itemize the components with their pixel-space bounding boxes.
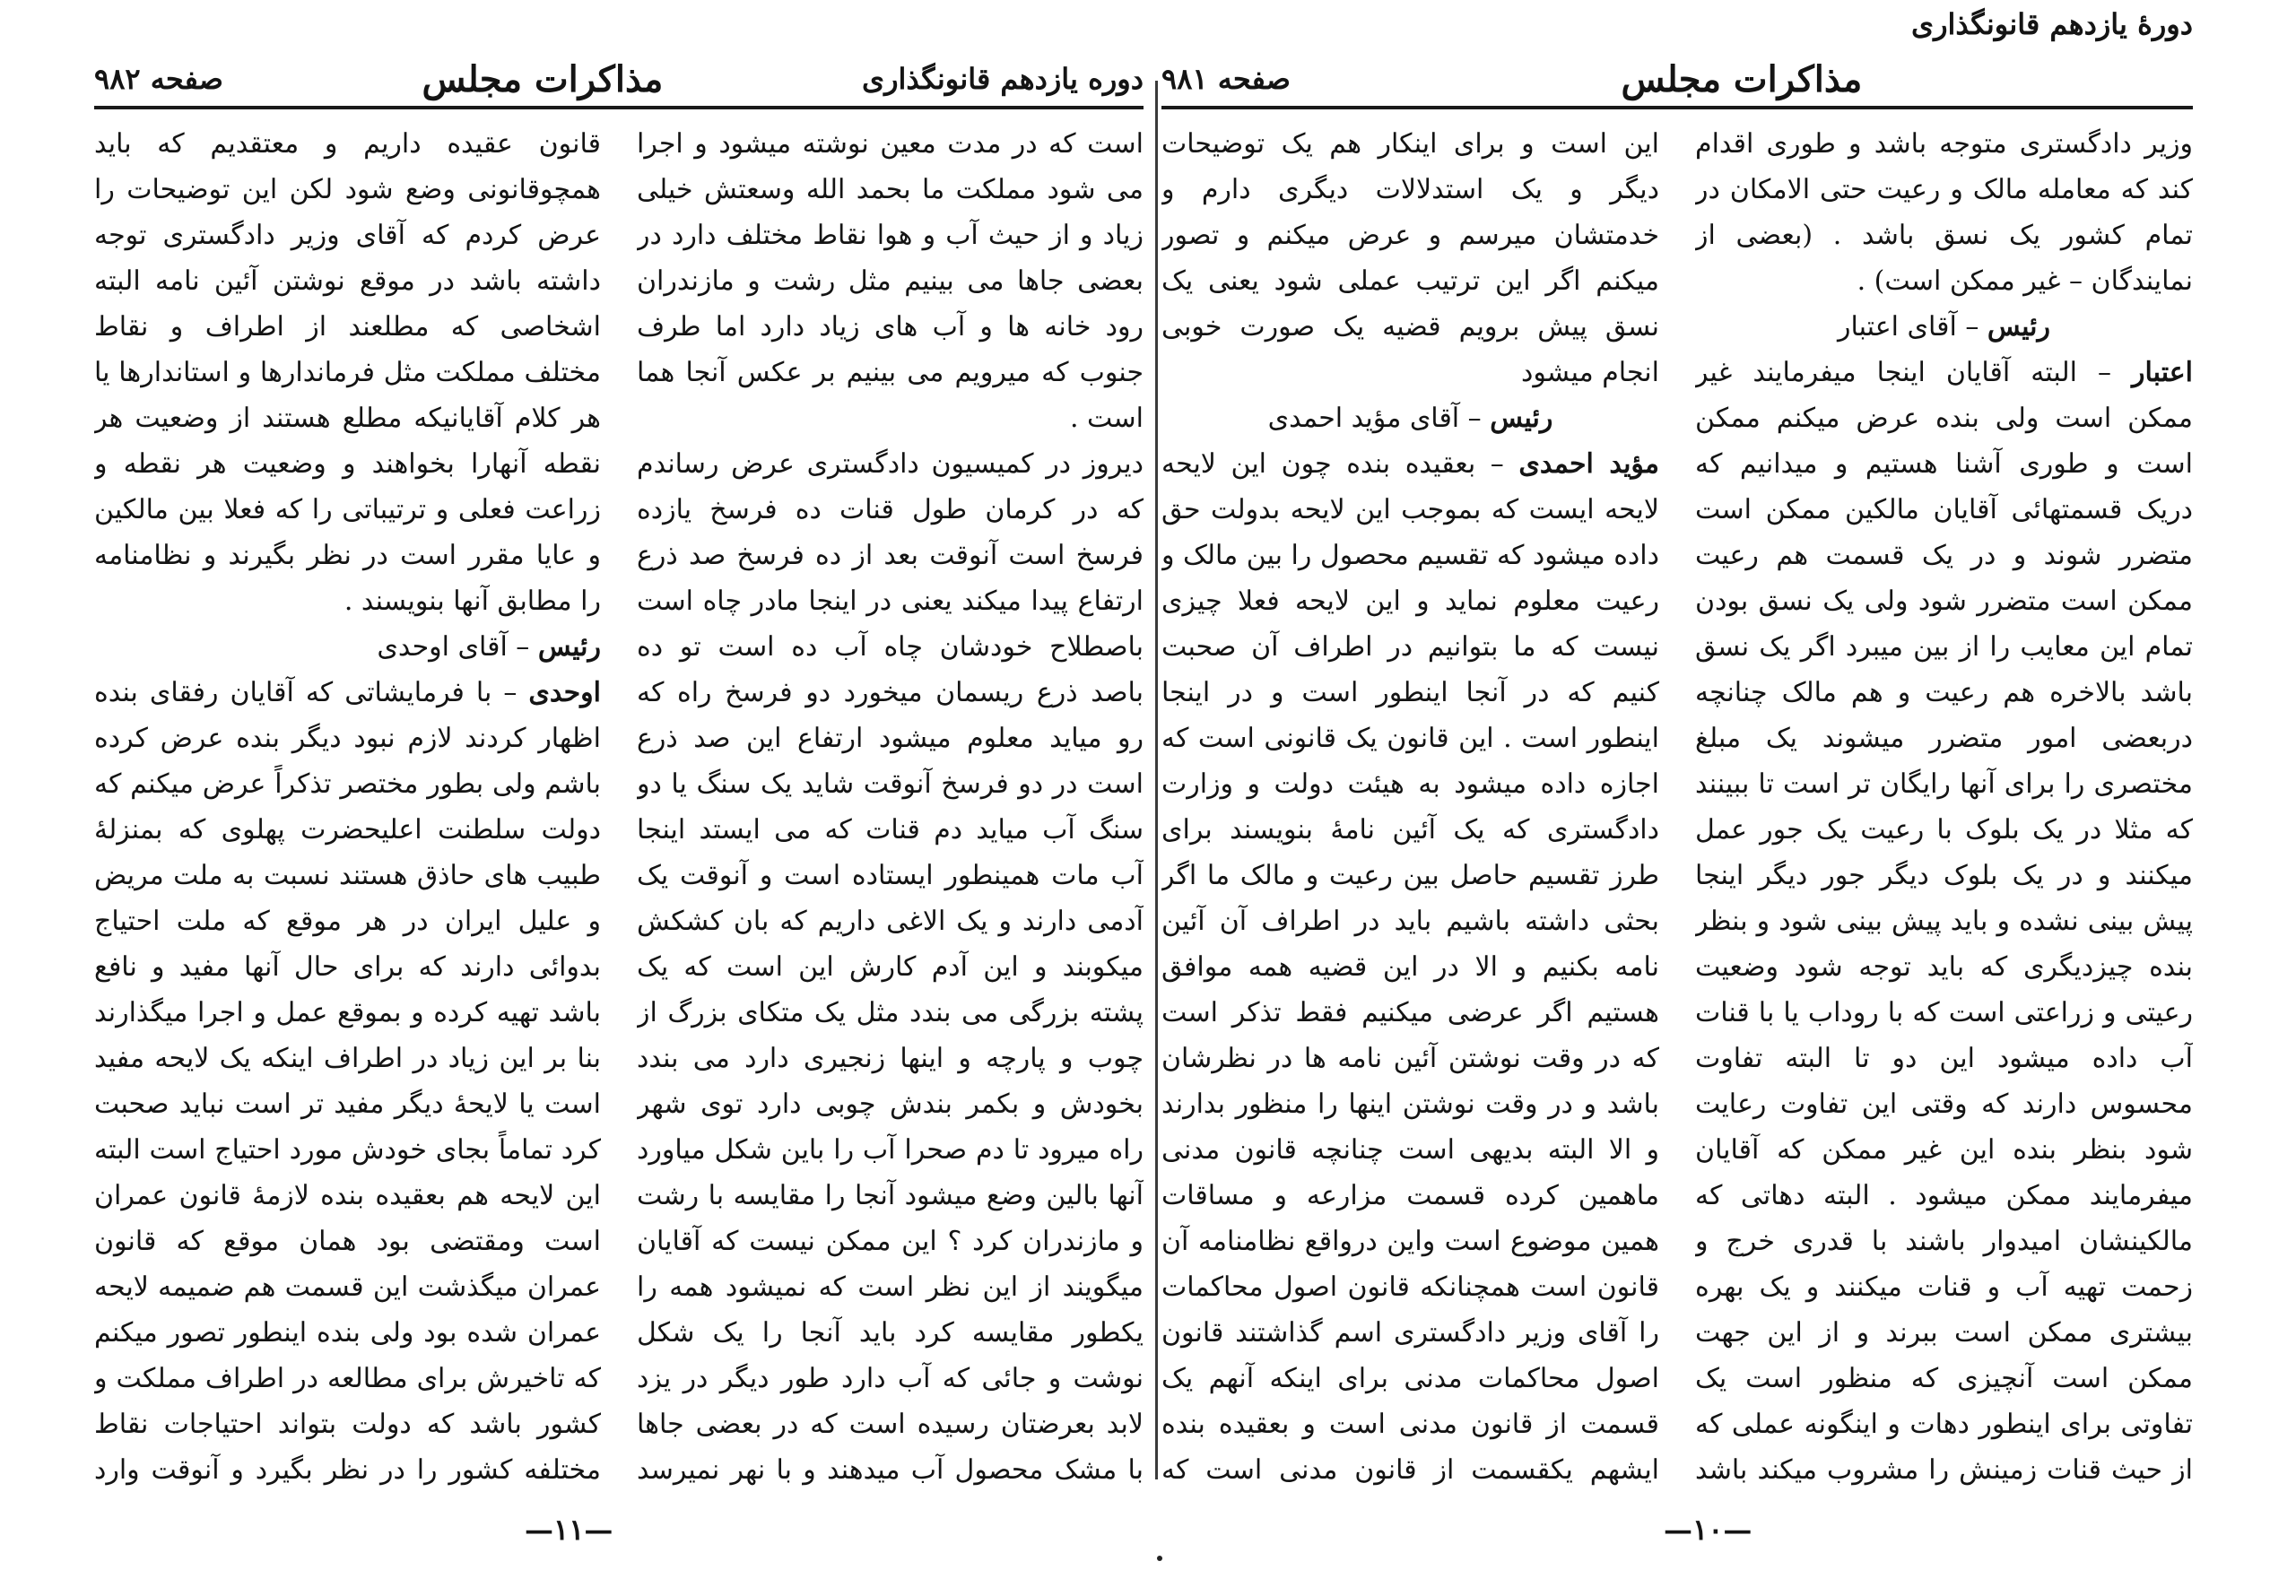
page-number: صفحه ۹۸۱: [1161, 62, 1291, 96]
text-columns: [94, 121, 1144, 1497]
speech-text: – آقای اوحدی: [377, 631, 538, 663]
speaker-name: اوحدی: [528, 677, 601, 708]
speech-text: – با فرمایشاتی که آقایان رفقای بنده اظهار کردند لازم نبود دیگر بنده عرض کرده باشم ولی بطور مختصر تذکراً عرض میکنم که دولت سلطنت اعلیحضرت پهلوی که بمنزلهٔ طبیب های حاذق هستند نسبت به ملت مریض و علیل ایران در هر موقع که ملت احتیاج بدوائی دارند که برای حال آنها مفید و نافع باشد تهیه کرده و بموقع عمل و اجرا میگذارند بنا بر این زیاد در اطراف اینکه یک لایحه مفید است یا لایحهٔ دیگر مفید تر است نباید صحبت کرد تماماً بجای خودش مورد احتیاج است البته این لایحه هم بعقیده بنده لازمهٔ قانون عمران است ومقتضی بود همان موقع که قانون عمران میگذشت این قسمت هم ضمیمه لایحه عمران شده بود ولی بنده اینطور تصور میکنم که تاخیرش برای مطالعه در اطراف مملکت و کشور باشد که دولت بتواند احتیاجات نقاط مختلفه کشور را در نظر بگیرد و آنوقت وارد: [94, 677, 601, 1486]
speaker-name: رئیس: [537, 631, 601, 663]
page-title: مذاکرات مجلس: [422, 57, 664, 100]
body-paragraph: وزیر دادگستری متوجه باشد و طوری اقدام کند که معامله مالک و رعیت حتی الامکان در تمام کشور یک نسق باشد . (بعضی از نمایندگان – غیر ممکن است) .: [1695, 128, 2193, 297]
page-footer-number: —۱۰—: [1664, 1513, 1752, 1547]
page-header: [94, 56, 1144, 102]
speaker-name: مؤید احمدی: [1518, 448, 1659, 480]
text-column-right: [637, 121, 1144, 1497]
speech-text: – بعقیده بنده چون این لایحه لایحه ایست که بموجب این لایحه بدولت حق داده میشود که تقسیم محصول را بین مالک و رعیت معلوم نماید و این لایحه فعلا چیزی نیست که ما بتوانیم در اطراف آن صحبت کنیم که در آنجا اینطور است و در اینجا اینطور است . این قانون یک قانونی است که اجازه داده میشود به هیئت دولت و وزارت دادگستری که یک آئین نامهٔ بنویسند برای طرز تقسیم حاصل بین رعیت و مالک ما اگر بحثی داشته باشیم باید در اطراف آن آئین نامه بکنیم و الا در این قضیه همه موافق هستیم اگر عرضی میکنیم فقط تذکر است که در وقت نوشتن آئین نامه ها در نظرشان باشد و در وقت نوشتن اینها را منظور بدارند و الا البته بدیهی است چنانچه قانون مدنی ماهمین کرده قسمت مزارعه و مساقات همین موضوع است واین درواقع نظامنامه آن قانون است همچنانکه قانون اصول محاکمات را آقای وزیر دادگستری اسم گذاشتند قانون اصول محاکمات مدنی برای اینکه آنهم یک قسمت از قانون مدنی است و بعقیده بنده ایشهم یکقسمت از قانون مدنی است که: [1161, 448, 1659, 1486]
speaker-paragraph: [1161, 395, 1659, 441]
body-paragraph: است که در مدت معین نوشته میشود و اجرا می شود مملکت ما بحمد الله وسعتش خیلی زیاد و از حیث آب و هوا نقاط مختلف دارد در بعضی جاها می بینیم مثل رشت و مازندران رود خانه ها و آب های زیاد دارد اما طرف جنوب که میرویم می بینیم بر عکس آنجا هما است .: [637, 128, 1144, 434]
body-paragraph: این است و برای اینکار هم یک توضیحات دیگر و یک استدلالات دیگری دارم و خدمتشان میرسم و عرض میکنم و تصور میکنم اگر این ترتیب عملی شود یعنی یک نسق پیش برویم قضیه یک صورت خوبی انجام میشود: [1161, 128, 1659, 388]
speaker-paragraph: [1161, 441, 1659, 1497]
page-header: [1161, 56, 2193, 102]
speech-text: – آقای مؤید احمدی: [1267, 403, 1491, 434]
speaker-paragraph: [1695, 304, 2193, 350]
speaker-name: رئیس: [1987, 311, 2050, 343]
page-981: [1161, 0, 2193, 1596]
page-number: صفحه ۹۸۲: [94, 62, 223, 96]
header-rule: [1161, 106, 2193, 109]
speaker-paragraph: [94, 670, 601, 1497]
text-column-right: [1695, 121, 2193, 1497]
page-footer-number: —۱۱—: [525, 1513, 613, 1547]
speech-text: – آقای اعتبار: [1837, 311, 1987, 343]
body-paragraph: دیروز در کمیسیون دادگستری عرض رساندم که در کرمان طول قنات ده فرسخ یازده فرسخ است آنوقت بعد از ده فرسخ صد ذرع ارتفاع پیدا میکند یعنی در اینجا مادر چاه است باصطلاح خودشان چاه آب ده است تو ده باصد ذرع ریسمان میخورد دو فرسخ راه که رو میاید معلوم میشود ارتفاع این صد ذرع است در دو فرسخ آنوقت شاید یک سنگ یا دو سنگ آب میاید دم قنات که می ایستد اینجا آب مات همینطور ایستاده است و آنوقت یک آدمی دارند و یک الاغی داریم که بان کشکش میکوبند و این آدم کارش این است که یک پشته بزرگی می بندد مثل یک متکای بزرگ از چوب و پارچه و اینها زنجیری دارد می بندد بخودش و بکمر بندش چوبی دارد توی شهر راه میرود تا دم صحرا آب را باین شکل میاورد آنها بالین وضع میشود آنجا را مقایسه با رشت و مازندران کرد ؟ این ممکن نیست که آقایان میگویند از این نظر است که نمیشود همه را یکطور مقایسه کرد باید آنجا را یک شکل نوشت و جائی که آب دارد طور دیگر در یزد لابد بعرضتان رسیده است که در بعضی جاها با مشک محصول آب میدهند و با نهر نمیرسد: [637, 448, 1144, 1486]
speaker-paragraph: [94, 624, 601, 670]
speaker-paragraph: [1695, 350, 2193, 1497]
page-title: مذاکرات مجلس: [1621, 57, 1863, 100]
speech-text: – البته آقایان اینجا میفرمایند غیر ممکن است ولی بنده عرض میکنم ممکن است و طوری آشنا هستیم و میدانیم که دریک قسمتهائی آقایان مالکین ممکن است متضرر شوند و در یک قسمت هم رعیت ممکن است متضرر شود ولی یک نسق بودن تمام این معایب را از بین میبرد اگر یک نسق باشد بالاخره هم رعیت و هم مالک چنانچه دربعضی امور متضرر میشوند یک مبلغ مختصری را برای آنها رایگان تر است تا ببینند که مثلا در یک بلوک با رعیت یک جور عمل میکنند و در یک بلوک دیگر جور دیگر اینجا پیش بینی نشده و باید پیش بینی شود و بنظر بنده چیزدیگری که باید توجه شود وضعیت رعیتی و زراعتی است که با روداب یا با قنات آب داده میشود این دو تا البته تفاوت محسوس دارند که وقتی این تفاوت رعایت شود بنظر بنده این غیر ممکن که آقایان میفرمایند ممکن میشود . البته دهاتی که مالکینشان امیدوار باشند با قدری خرج و زحمت تهیه آب و قنات میکنند و یک بهره بیشتری ممکن است ببرند و از این جهت ممکن است آنچیزی که منظور است یک تفاوتی برای اینطور دهات و اینگونه عملی که از حیث قنات زمینش را مشروب میکند باشد: [1695, 357, 2193, 1486]
body-paragraph: قانون عقیده داریم و معتقدیم که باید همچوقانونی وضع شود لکن این توضیحات را عرض کردم که آقای وزیر دادگستری توجه داشته باشد در موقع نوشتن آئین نامه البته اشخاصی که مطلعند از اطراف و نقاط مختلف مملکت مثل فرماندارها و استاندارها یا هر کلام آقایانیکه مطلع هستند از وضعیت هر نقطه آنهارا بخواهند و وضعیت هر نقطه و زراعت فعلی و ترتیباتی را که فعلا بین مالکین و عایا مقرر است در نظر بگیرند و نظامنامه را مطابق آنها بنویسند .: [94, 128, 601, 617]
speaker-name: رئیس: [1490, 403, 1553, 434]
text-columns: [1161, 121, 2193, 1497]
top-period-header: دورهٔ یازدهم قانونگذاری: [1911, 7, 2193, 41]
page-divider: [1155, 81, 1158, 1479]
legislative-period: دوره یازدهم قانونگذاری: [862, 62, 1144, 96]
page-982: [94, 0, 1144, 1596]
text-column-left: [94, 121, 601, 1497]
speaker-name: اعتبار: [2132, 357, 2193, 388]
header-rule: [94, 106, 1144, 109]
text-column-left: [1161, 121, 1659, 1497]
